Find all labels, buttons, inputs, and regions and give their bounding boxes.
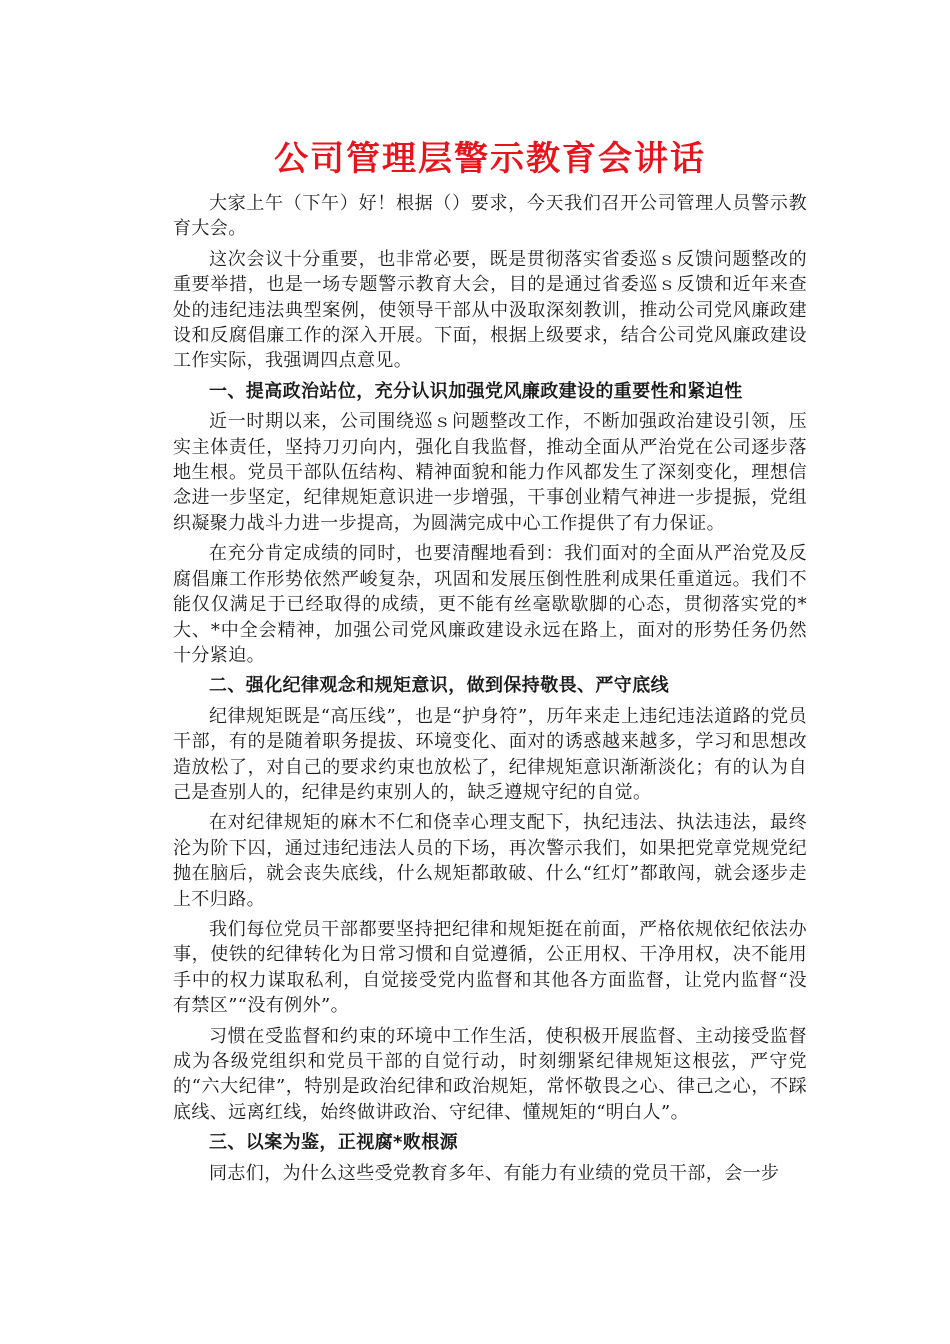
- paragraph: 习惯在受监督和约束的环境中工作生活，使积极开展监督、主动接受监督成为各级党组织和党员干部的自觉行动，时刻绷紧纪律规矩这根弦，严守党的“六大纪律”，特别是政治纪律和政治规矩，常怀敬畏之心、律己之心，不踩底线、远离红线，始终做讲政治、守纪律、懂规矩的“明白人”。: [173, 1025, 807, 1123]
- paragraph: 在充分肯定成绩的同时，也要清醒地看到：我们面对的全面从严治党及反腐倡廉工作形势依然严峻复杂，巩固和发展压倒性胜利成果任重道远。我们不能仅仅满足于已经取得的成绩，更不能有丝毫歇歇脚的心态，贯彻落实党的*大、*中全会精神，加强公司党风廉政建设永远在路上，面对的形势任务仍然十分紧迫。: [173, 543, 807, 666]
- paragraph: 纪律规矩既是“高压线”，也是“护身符”，历年来走上违纪违法道路的党员干部，有的是随着职务提拔、环境变化、面对的诱惑越来越多，学习和思想改造放松了，对自己的要求约束也放松了，纪律规矩意识渐渐淡化；有的认为自己是查别人的，纪律是约束别人的，缺乏遵规守纪的自觉。: [173, 705, 807, 803]
- paragraph: 这次会议十分重要，也非常必要，既是贯彻落实省委巡ｓ反馈问题整改的重要举措，也是一场专题警示教育大会，目的是通过省委巡ｓ反馈和近年来查处的违纪违法典型案例，使领导干部从中汲取深刻教训，推动公司党风廉政建设和反腐倡廉工作的深入开展。下面，根据上级要求，结合公司党风廉政建设工作实际，我强调四点意见。: [173, 248, 807, 372]
- section-heading: 三、以案为鉴，正视腐*败根源: [209, 1132, 459, 1154]
- document-page: [173, 0, 807, 1344]
- paragraph: 大家上午（下午）好！根据（）要求，今天我们召开公司管理人员警示教育大会。: [173, 193, 807, 240]
- paragraph: 近一时期以来，公司围绕巡ｓ问题整改工作，不断加强政治建设引领，压实主体责任，坚持刀刃向内，强化自我监督，推动全面从严治党在公司逐步落地生根。党员干部队伍结构、精神面貌和能力作风都发生了深刻变化，理想信念进一步坚定，纪律规矩意识进一步增强，干事创业精气神进一步提振，党组织凝聚力战斗力进一步提高，为圆满完成中心工作提供了有力保证。: [173, 411, 807, 534]
- paragraph: 同志们，为什么这些受党教育多年、有能力有业绩的党员干部，会一步: [209, 1162, 780, 1184]
- section-heading: 一、提高政治站位，充分认识加强党风廉政建设的重要性和紧迫性: [209, 380, 743, 402]
- document-body: [173, 191, 807, 1191]
- section-heading: 二、强化纪律观念和规矩意识，做到保持敬畏、严守底线: [209, 675, 669, 697]
- paragraph: 我们每位党员干部都要坚持把纪律和规矩挺在前面，严格依规依纪依法办事，使铁的纪律转化为日常习惯和自觉遵循，公正用权、干净用权，决不能用手中的权力谋取私利，自觉接受党内监督和其他各方面监督，让党内监督“没有禁区”“没有例外”。: [173, 918, 807, 1017]
- document-title: 公司管理层警示教育会讲话: [274, 139, 706, 179]
- paragraph: 在对纪律规矩的麻木不仁和侥幸心理支配下，执纪违法、执法违法，最终沦为阶下囚，通过违纪违法人员的下场，再次警示我们，如果把党章党规党纪抛在脑后，就会丧失底线，什么规矩都敢破、什么“红灯”都敢闯，就会逐步走上不归路。: [173, 812, 807, 910]
